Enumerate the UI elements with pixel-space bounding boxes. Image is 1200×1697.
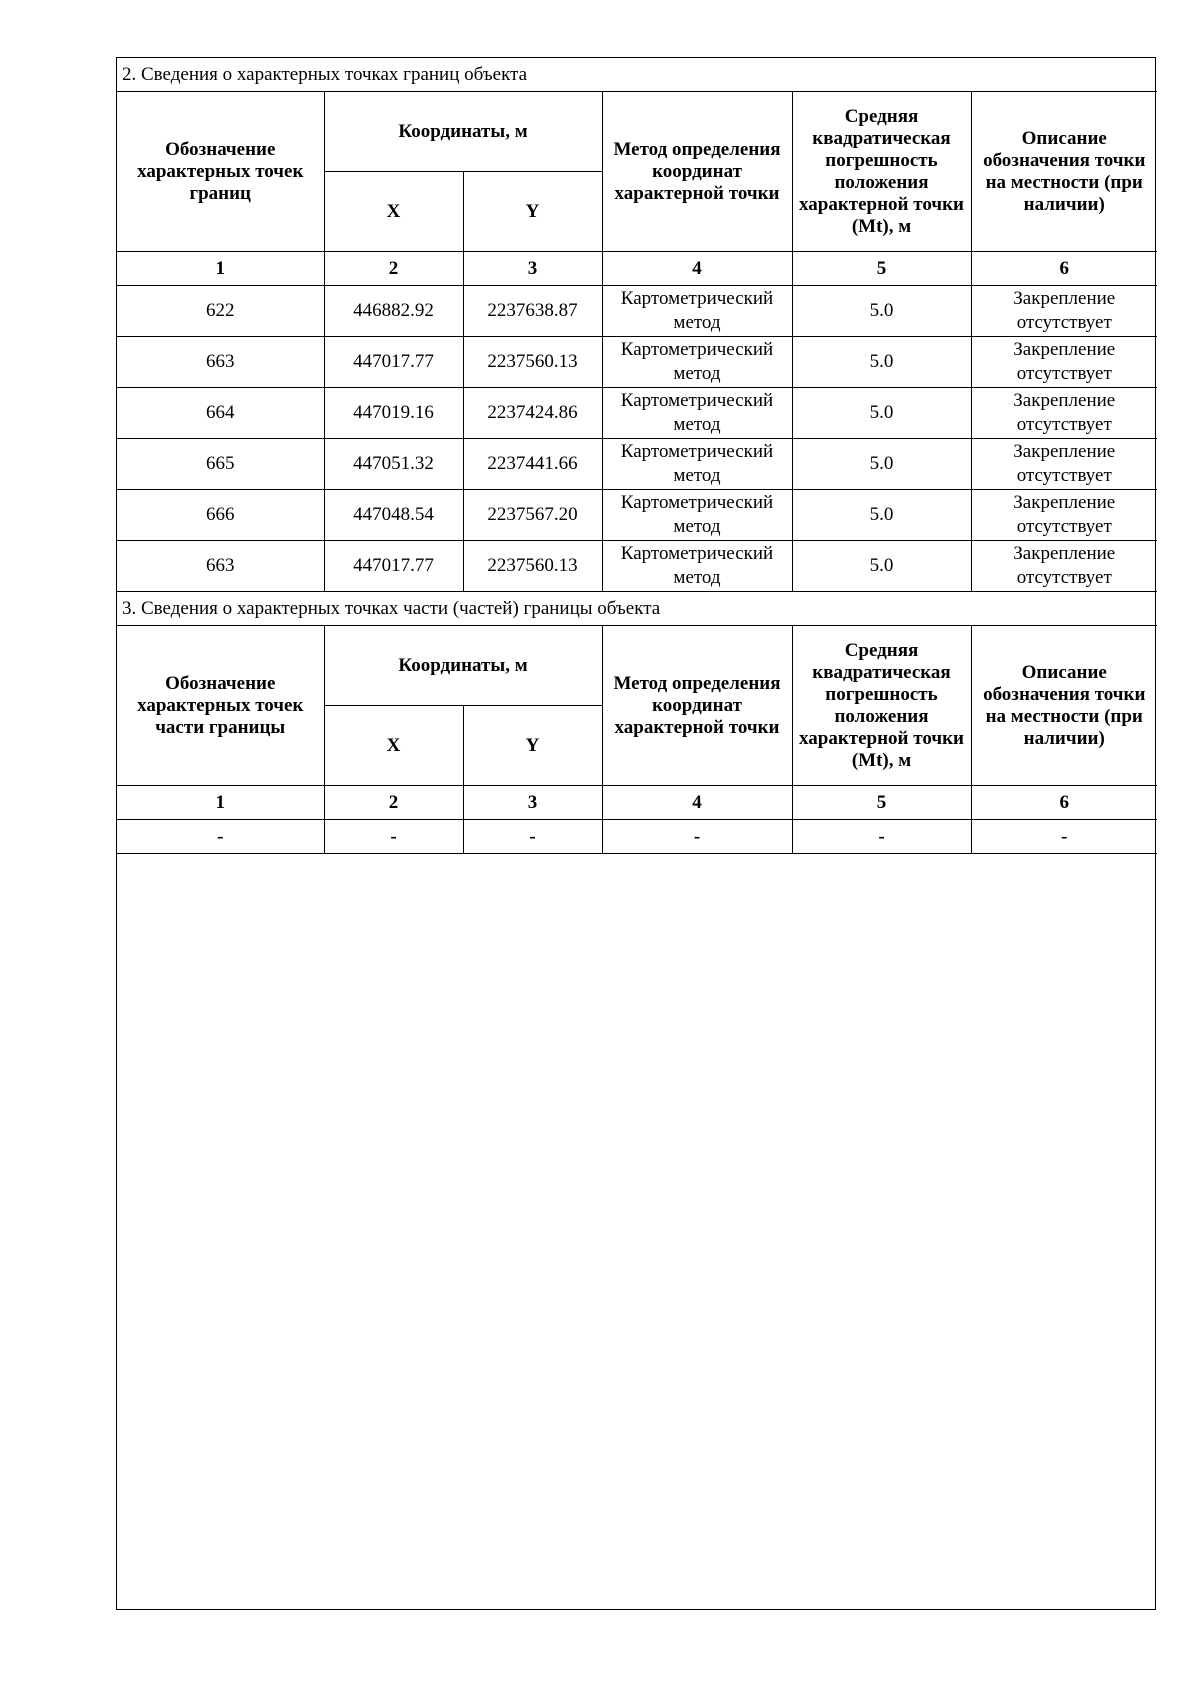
desc-line2: отсутствует <box>1016 465 1112 486</box>
desc-line2: отсутствует <box>1016 363 1112 384</box>
header-error: Средняя квадратическая погрешность положения характерной точки (Mt), м <box>792 92 971 252</box>
method-cell <box>602 490 792 541</box>
point-id: 663 <box>117 541 324 592</box>
coord-y: 2237424.86 <box>463 388 602 439</box>
column-number: 4 <box>602 786 792 820</box>
method-line2: метод <box>673 567 721 588</box>
section3-title: 3. Сведения о характерных точках части (частей) границы объекта <box>117 592 1157 626</box>
coord-x: 447017.77 <box>324 541 463 592</box>
description-cell <box>971 541 1157 592</box>
column-number: 3 <box>463 786 602 820</box>
coord-y: 2237560.13 <box>463 337 602 388</box>
desc-line1: Закрепление <box>1013 492 1116 513</box>
point-id: 664 <box>117 388 324 439</box>
points-table <box>117 58 1157 854</box>
header-error: Средняя квадратическая погрешность положения характерной точки (Mt), м <box>792 626 971 786</box>
column-number: 6 <box>971 252 1157 286</box>
coord-x: 447051.32 <box>324 439 463 490</box>
description-cell <box>971 337 1157 388</box>
description-cell <box>971 439 1157 490</box>
desc-line1: Закрепление <box>1013 339 1116 360</box>
coord-x: 447017.77 <box>324 337 463 388</box>
header-coordinates: Координаты, м <box>324 626 602 706</box>
coord-x: 447019.16 <box>324 388 463 439</box>
coord-x: 446882.92 <box>324 286 463 337</box>
method-line1: Картометрический <box>620 339 774 360</box>
dash-cell: - <box>971 820 1157 854</box>
point-id: 666 <box>117 490 324 541</box>
column-number: 4 <box>602 252 792 286</box>
column-numbers-row <box>117 786 1157 820</box>
dash-cell: - <box>463 820 602 854</box>
mt-value: 5.0 <box>792 490 971 541</box>
section2-title: 2. Сведения о характерных точках границ объекта <box>117 58 1157 92</box>
header-description: Описание обозначения точки на местности (при наличии) <box>971 92 1157 252</box>
table-row <box>117 337 1157 388</box>
description-cell <box>971 388 1157 439</box>
point-id: 663 <box>117 337 324 388</box>
method-line2: метод <box>673 414 721 435</box>
column-number: 2 <box>324 786 463 820</box>
coord-y: 2237441.66 <box>463 439 602 490</box>
dash-cell: - <box>324 820 463 854</box>
description-cell <box>971 490 1157 541</box>
desc-line2: отсутствует <box>1016 414 1112 435</box>
header-x: X <box>324 706 463 786</box>
table-row <box>117 439 1157 490</box>
desc-line1: Закрепление <box>1013 390 1116 411</box>
method-line1: Картометрический <box>620 441 774 462</box>
header-y: Y <box>463 706 602 786</box>
method-line1: Картометрический <box>620 390 774 411</box>
dash-cell: - <box>602 820 792 854</box>
table-row <box>117 286 1157 337</box>
column-numbers-row <box>117 252 1157 286</box>
method-cell <box>602 541 792 592</box>
desc-line2: отсутствует <box>1016 567 1112 588</box>
dash-cell: - <box>792 820 971 854</box>
dash-cell: - <box>117 820 324 854</box>
header-coordinates: Координаты, м <box>324 92 602 172</box>
coord-x: 447048.54 <box>324 490 463 541</box>
column-number: 6 <box>971 786 1157 820</box>
coord-y: 2237567.20 <box>463 490 602 541</box>
column-number: 3 <box>463 252 602 286</box>
method-cell <box>602 337 792 388</box>
method-cell <box>602 388 792 439</box>
method-line1: Картометрический <box>620 492 774 513</box>
header-designation: Обозначение характерных точек границ <box>117 92 324 252</box>
coord-y: 2237638.87 <box>463 286 602 337</box>
column-number: 5 <box>792 786 971 820</box>
point-id: 622 <box>117 286 324 337</box>
mt-value: 5.0 <box>792 337 971 388</box>
mt-value: 5.0 <box>792 286 971 337</box>
header-y: Y <box>463 172 602 252</box>
desc-line2: отсутствует <box>1016 516 1112 537</box>
column-number: 2 <box>324 252 463 286</box>
desc-line2: отсутствует <box>1016 312 1112 333</box>
method-line2: метод <box>673 516 721 537</box>
desc-line1: Закрепление <box>1013 441 1116 462</box>
mt-value: 5.0 <box>792 439 971 490</box>
mt-value: 5.0 <box>792 388 971 439</box>
method-line2: метод <box>673 312 721 333</box>
desc-line1: Закрепление <box>1013 288 1116 309</box>
header-designation: Обозначение характерных точек части границы <box>117 626 324 786</box>
table-row <box>117 490 1157 541</box>
table-row <box>117 388 1157 439</box>
document-frame <box>116 57 1156 1610</box>
method-line2: метод <box>673 465 721 486</box>
mt-value: 5.0 <box>792 541 971 592</box>
method-line2: метод <box>673 363 721 384</box>
column-number: 1 <box>117 786 324 820</box>
column-number: 1 <box>117 252 324 286</box>
point-id: 665 <box>117 439 324 490</box>
header-method: Метод определения координат характерной точки <box>602 626 792 786</box>
description-cell <box>971 286 1157 337</box>
header-description: Описание обозначения точки на местности (при наличии) <box>971 626 1157 786</box>
method-line1: Картометрический <box>620 543 774 564</box>
coord-y: 2237560.13 <box>463 541 602 592</box>
method-line1: Картометрический <box>620 288 774 309</box>
empty-row <box>117 820 1157 854</box>
method-cell <box>602 439 792 490</box>
column-number: 5 <box>792 252 971 286</box>
header-x: X <box>324 172 463 252</box>
desc-line1: Закрепление <box>1013 543 1116 564</box>
header-method: Метод определения координат характерной точки <box>602 92 792 252</box>
method-cell <box>602 286 792 337</box>
table-row <box>117 541 1157 592</box>
